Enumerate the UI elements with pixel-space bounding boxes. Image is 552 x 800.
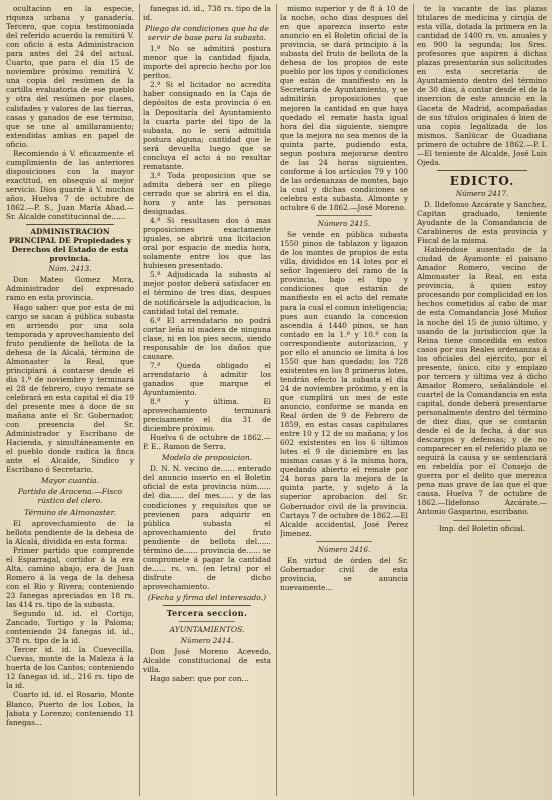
signature-line: (Fecha y firma del interesado.) [147,593,267,602]
paragraph: te la vacante de las plazas titulares de medicina y cirujía de esta villa, dotada la primera en la cantidad de 1400 rs. vn. anuales y en 900 la segunda; los Sres. profesores que aspiren á dichas plazas presentarán sus solicitudes en esta secretaría de Ayuntamiento dentro del término de 30 dias, á contar desde el de la insercion de este anuncio en la Gaceta de Madrid, acompañadas de sus títulos originales ó bien de una copia legalizada de los mismos. Sanlúcar de Guadiana primero de octubre de 1862.—P. I.—El teniente de Alcalde, José Luis Ojeda. [417,4,547,167]
paragraph: Segundo id. id. el Cortijo, Zancado, Tortigo y la Paloma; conteniendo 24 fanegas id. id., 378 rs. tipo de la id. [6,609,134,646]
paragraph: Hago saber: que por con... [150,674,249,684]
paragraph: 7.ª Queda obligado el arrendatario á admitir los ganados que marque el Ayuntamiento. [143,360,271,397]
column-divider [139,4,140,796]
edict-heading: EDICTO. [449,173,515,188]
notice-number: Número 2414. [180,636,234,646]
subheading: Mayor cuantía. [40,476,100,486]
paragraph: 6.ª El arrendatario no podrá cortar leña ni madera de ninguna clase, ni en los pies secos, siendo responsable de los daños que causare. [143,315,271,361]
administration-heading: ADMINISTRACION PRINCIPAL DE Propiedades y Derechos del Estado de esta provincia. [8,227,132,263]
subheading: Modelo de proposicion. [161,453,253,463]
subheading: Término de Almonaster. [24,507,116,517]
notice-number: Número 2415. [317,219,371,229]
paragraph: fanegas id. id., 738 rs. tipo de la id. [143,4,271,23]
section-rule [453,520,511,521]
paragraph: ocultacion en la especie, riqueza urbana y ganadería. Tercero, que copia testimoniada del referido acuerdo la remitirá V. con oficio á esta Administracion para antes del 24 del actual. Cuarto, que para el día 15 de noviembre próximo remitirá V. una copia del resúmen de la cartilla evaluatoria de ese pueblo y otra del resúmen por clases, calidades y valores de las tierras, casas y ganados de ese término, que se une al amillaramiento; extendidas ambas en papel de oficio. [6,4,134,149]
section-rule [163,605,251,606]
subheading: Pliego de condiciones que ha de servir de base para la subasta. [145,24,269,43]
paragraph: Don José Moreno Acevedo, Alcalde constitucional de esta villa. [143,647,271,675]
paragraph: 8.ª y última. El aprovechamiento terminará precisamente el dia 31 de diciembre próximo. [143,397,271,434]
paragraph: 1.ª No se admitirá postura menor que la cantidad fijada, importe del aprecio hecho por los peritos. [143,44,271,81]
paragraph: 2.ª Si el licitador no acredita haber consignado en la Caja de depósitos de esta provincia ó en la Depositaría del Ayuntamiento la cuarta parte del tipo de la subasta, no le será admitida postura alguna; cantidad que le será devuelta luego que se concluya el acto á no resultar rematante. [143,80,271,171]
section-rule [316,215,372,216]
column-divider [413,4,414,796]
section-rule [26,224,114,225]
subheading: AYUNTAMIENTOS. [169,625,245,635]
column-4 [417,4,547,798]
paragraph: Don Mateo Gomez Mora, Administrador del expresado ramo en esta provincia. [6,275,134,303]
paragraph: Se vende en pública subasta 1550 pinos de tablazon y ligazon de los montes de propios de esta villa, divididos en 14 lotes por el señor Ingeniero del ramo de la provincia, bajo el tipo y condiciones que estarán de manifiesto en el acto del remate para la cual el comun inteligencia; pues aun cuando la concesion ascendia á 1440 pinos, se han contado en la 1.ª y 10.ª con la correspondiente autorizacion, y por ello el anuncio se limita á los 1550 que han quedado; los 728 existentes en los 8 primeros lotes, tendrán efecto la subasta el dia 24 de noviembre próximo, y en la que cumplirá un mes de este anuncio, conforme se manda en Real órden de 9 de Febrero de 1859, en estas casas capitulares entre 10 y 12 de su mañana; y los 602 existentes en los 6 últimos lotes el 9 de diciembre en las mismas casas y á la misma hora, quedando abierto el remate por 24 horas para la mejora de la quinta parte, y sujeto á la superior aprobacion del Sr. Gobernador civil de la provincia. Cartaya 7 de octubre de 1862.—El Alcalde accidental, José Perez Jimenez. [280,230,408,538]
column-3 [280,4,408,798]
paragraph: Recomiendo á V. eficazmente el cumplimiento de las anteriores disposiciones con la mayor exactitud, en obsequio al mejor servicio. Dios guarde á V. muchos años. Huelva 7 de octubre de 1862.—P. S., Juan María Abad.—Sr. Alcalde constitucional de...... [6,148,134,222]
paragraph: 3.ª Toda proposicion que se admita deberá ser en pliego cerrado que se abrirá en el dia, hora y ante las personas designadas. [143,170,271,217]
subheading: Partido de Aracena.—Fisco rústico del clero. [17,487,123,506]
paragraph: 5.ª Adjudicada la subasta al mejor postor deberá satisfacer en el término de tres dias, despues de notificársele la adjudicacion, la cantidad total del remate. [143,270,271,316]
section-rule [179,621,235,622]
notice-number: Núm. 2413. [48,264,92,274]
paragraph: D. N. N. vecino de...... enterado del anuncio inserto en el Boletin oficial de esta provincia núm...... del dia...... del mes...... y de las condiciones y requisitos que se previenen para adquirir en pública subasta el aprovechamiento del fruto pendiente de bellota del...... término de...... provincia de...... se compromete á pagar la cantidad de...... rs. vn. (en letra) por el disfrute de dicho aprovechamiento. [143,464,271,591]
paragraph: Habiéndose ausentado de la ciudad de Ayamonte el paisano Amador Romero, vecino de Almonaster la Real, en esta provincia, á quien estoy procesando por complicidad en los hechos cometidos al cabo de mar de esta Comandancia José Muñoz la noche del 15 de junio último, y usando de la jurisdiccion que la Reina tiene concedida en estos casos por sus Reales ordenanzas á los oficiales del ejército, por el presente, único, cito y emplazo por tercera y última vez á dicho Amador Romero, señalándole el cuartel de la Comandancia en esta capital, donde deberá presentarse personalmente dentro del término de diez dias, que se contarán desde el de la fecha, á dar sus descargos y defensas; y de no comparecer en el referido plazo se seguirá la causa y se sentenciará en rebeldía por el Consejo de guerra por el delito que merezca pena mas grave de las que el que causa. Huelva 7 de octubre de 1862.—Ildefonso Azcárate.—Antonio Gasparino, escribano. [417,245,547,517]
column-divider [276,4,277,796]
column-2 [143,4,271,798]
paragraph: Tercer id. id. la Cuevecilla, Cuevas, monte de la Maleza á la huerta de los Cantos; conteniendo 12 fanegas id. id., 216 rs. tipo de la id. [6,645,134,691]
paragraph: Primer partido que comprende el Esparragal, cortidor á la era Alta, camino abajo, era de Juan Romero á la vega de la dehesa con el Rio y Rivera; conteniendo 23 fanegas apreciadas en 18 rs. las 414 rs. tipo de la subasta. [6,545,134,609]
paragraph: En virtud de órden del Sr. Gobernador civil de esta provincia, se anuncia nuevamente... [280,555,408,592]
section-rule [437,170,527,171]
section-heading: Tercera seccion. [166,608,248,619]
paragraph: Huelva 6 de octubre de 1862.—P. E., Ramon de Serra. [143,433,271,452]
column-1 [6,4,134,798]
notice-number: Número 2417. [455,188,509,198]
paragraph: Cuarto id. id. el Rosario, Monte Blanco, Puerto de los Lobos, la Jabata y Lorenzo; conteniendo 11 fanegas... [6,690,134,727]
paragraph: D. Ildefonso Azcárate y Sanchez, Capitan graduado, teniente Ayudante de la Comandancia de Carabineros de esta provincia y Fiscal de la misma. [417,199,547,246]
paragraph: Hago saber: que por esta de mi cargo se sacan á pública subasta en arriendo por una sola temporada y aprovechamiento del fruto pendiente de bellota de la dehesa de la Alcalá, término de Almonaster la Real, que principiará á contarse desde el dia 1.º de noviembre y terminará el 28 de febrero, cuyo remate se celebrará en esta capital el dia 19 del presente mes á doce de su mañana ante el Sr. Gobernador, con presencia del Sr. Administrador y Escribano de Hacienda, y simultáneamente en el pueblo donde radica la finca ante el Alcalde, Síndico y Escribano ó Secretario. [6,302,134,475]
notice-number: Número 2416. [317,544,371,554]
paragraph: El aprovechamiento de la bellota pendiente de la dehesa de la Alcalá, dividida en esta forma: [6,518,134,546]
paragraph: mismo superior y de 8 á 10 de la noche, ocho dias despues del en que aparezca inserto este anuncio en el Boletin oficial de la provincia, se dará principio á la subasta del fruto de bellota de la dehesa de los propios de este pueblo por los tipos y condiciones que están de manifiesto en la Secretaría de Ayuntamiento, y se admitirán proposiciones que mejoren la cantidad en que haya quedado el remate hasta igual hora del dia siguiente, siempre que la mejora no sea menos de la quinta parte, pudiendo esta, segun postura mejorarse dentro de las 24 horas siguientes, conforme á los artículos 79 y 100 de las ordenanzas de montes, bajo la cual y dichas condiciones se celebra esta subasta. Almonte y octubre 6 de 1862.—José Moreno. [280,4,408,213]
paragraph: 4.ª Si resultasen dos ó mas proposiciones exactamente iguales, se abrirá una licitacion oral por espacio de media hora, solamente entre los que las hubiesen presentado. [143,216,271,271]
printer-imprint: Imp. del Boletin oficial. [438,523,526,533]
section-rule [316,541,372,542]
